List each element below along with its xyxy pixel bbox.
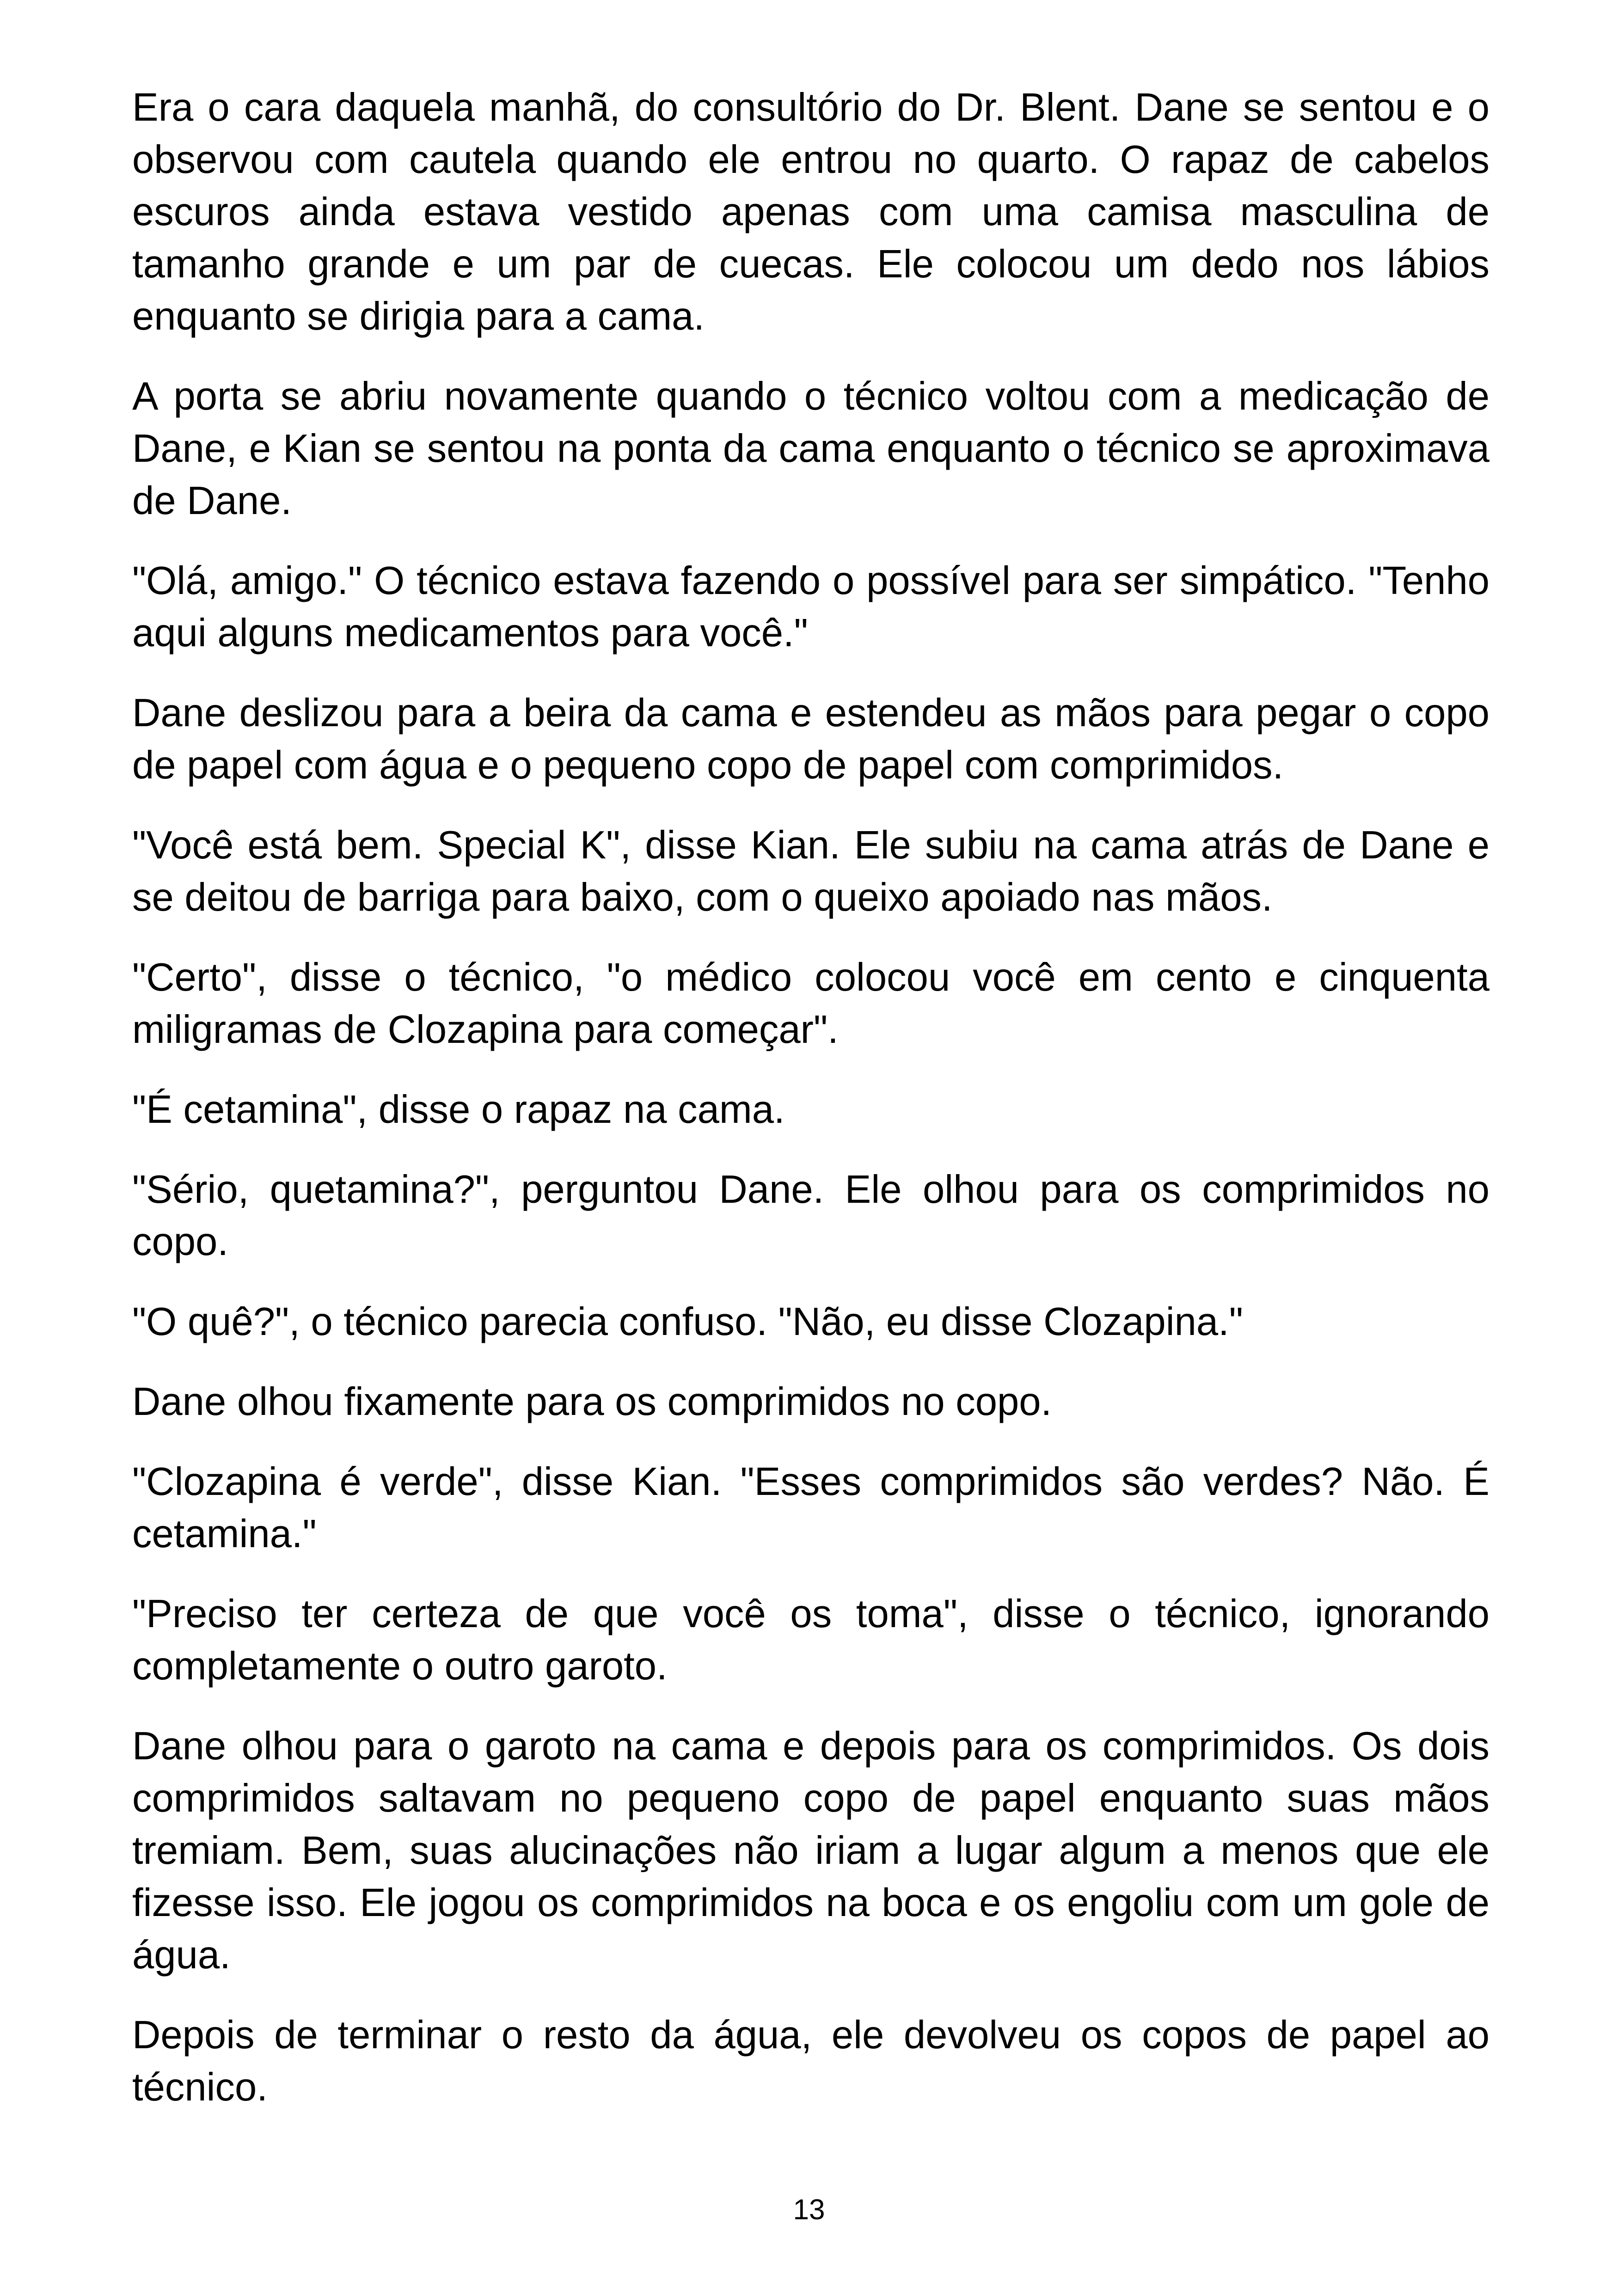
paragraph: "Certo", disse o técnico, "o médico colocou você em cento e cinquenta miligramas de Clozapina para começar". [132, 955, 1489, 1052]
paragraph: "Sério, quetamina?", perguntou Dane. Ele olhou para os comprimidos no copo. [132, 1168, 1489, 1264]
paragraph: "Você está bem. Special K", disse Kian. Ele subiu na cama atrás de Dane e se deitou de barriga para baixo, com o queixo apoiado nas mãos. [132, 823, 1489, 919]
page-number: 13 [793, 2194, 825, 2226]
paragraph: "O quê?", o técnico parecia confuso. "Não, eu disse Clozapina." [132, 1300, 1243, 1344]
paragraph: Dane deslizou para a beira da cama e estendeu as mãos para pegar o copo de papel com água e o pequeno copo de papel com comprimidos. [132, 691, 1489, 787]
paragraph: Depois de terminar o resto da água, ele devolveu os copos de papel ao técnico. [132, 2013, 1489, 2109]
paragraph: Era o cara daquela manhã, do consultório do Dr. Blent. Dane se sentou e o observou com cautela quando ele entrou no quarto. O rapaz de cabelos escuros ainda estava vestido apenas com uma camisa masculina de tamanho grande e um par de cuecas. Ele colocou um dedo nos lábios enquanto se dirigia para a cama. [132, 86, 1489, 338]
paragraph: A porta se abriu novamente quando o técnico voltou com a medicação de Dane, e Kian se sentou na ponta da cama enquanto o técnico se aproximava de Dane. [132, 374, 1489, 523]
body-text [132, 81, 1489, 2141]
paragraph: "Olá, amigo." O técnico estava fazendo o possível para ser simpático. "Tenho aqui alguns medicamentos para você." [132, 559, 1489, 655]
paragraph: "Preciso ter certeza de que você os toma", disse o técnico, ignorando completamente o outro garoto. [132, 1592, 1489, 1688]
paragraph: Dane olhou fixamente para os comprimidos no copo. [132, 1380, 1052, 1424]
paragraph: Dane olhou para o garoto na cama e depois para os comprimidos. Os dois comprimidos saltavam no pequeno copo de papel enquanto suas mãos tremiam. Bem, suas alucinações não iriam a lugar algum a menos que ele fizesse isso. Ele jogou os comprimidos na boca e os engoliu com um gole de água. [132, 1724, 1489, 1977]
paragraph: "Clozapina é verde", disse Kian. "Esses comprimidos são verdes? Não. É cetamina." [132, 1460, 1489, 1556]
paragraph: "É cetamina", disse o rapaz na cama. [132, 1088, 785, 1132]
